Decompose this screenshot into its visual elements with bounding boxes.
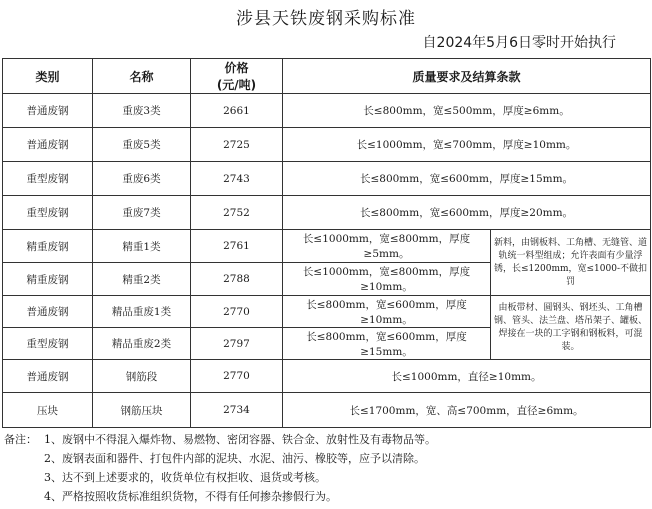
cell-price: 2770: [191, 360, 283, 393]
cell-name: 精重1类: [93, 230, 191, 263]
cell-category: 精重废钢: [3, 230, 93, 263]
effective-date: 自2024年5月6日零时开始执行: [422, 35, 616, 51]
table-row: [3, 94, 651, 128]
remark-text: 3、达不到上述要求的，收货单位有权拒收、退货或考核。: [44, 471, 326, 484]
header-price-unit: (元/吨): [216, 78, 257, 92]
cell-price: 2752: [191, 196, 283, 230]
cell-category: 普通废钢: [3, 296, 93, 328]
price-table: [2, 58, 651, 428]
remark-text: 1、废钢中不得混入爆炸物、易燃物、密闭容器、铁合金、放射性及有毒物品等。: [44, 433, 436, 446]
cell-requirement: 长≤800mm，宽≤600mm，厚度≥10mm。: [283, 296, 491, 328]
cell-name: 精品重废2类: [93, 328, 191, 360]
table-row: [3, 162, 651, 196]
header-price-label: 价格: [224, 61, 249, 75]
remark-item: [4, 487, 644, 506]
cell-category: 普通废钢: [3, 128, 93, 162]
cell-name: 重废6类: [93, 162, 191, 196]
cell-price: 2788: [191, 263, 283, 296]
table-row: [3, 393, 651, 428]
cell-category: 重型废钢: [3, 196, 93, 230]
table-row: [3, 196, 651, 230]
cell-requirement: 长≤1000mm，宽≤800mm，厚度≥5mm。: [283, 230, 491, 263]
cell-category: 普通废钢: [3, 94, 93, 128]
remark-text: 4、严格按照收货标准组织货物，不得有任何掺杂掺假行为。: [44, 490, 337, 503]
cell-category: 精重废钢: [3, 263, 93, 296]
cell-price: 2797: [191, 328, 283, 360]
cell-name: 精品重废1类: [93, 296, 191, 328]
cell-name: 重废3类: [93, 94, 191, 128]
cell-requirement: 长≤1000mm，宽≤700mm，厚度≥10mm。: [283, 128, 651, 162]
cell-price: 2770: [191, 296, 283, 328]
cell-price: 2761: [191, 230, 283, 263]
remark-item: [4, 449, 644, 468]
remark-text: 2、废钢表面和器件、打包件内部的泥块、水泥、油污、橡胶等，应予以清除。: [44, 452, 425, 465]
header-requirement: 质量要求及结算条款: [283, 59, 651, 94]
cell-price: 2743: [191, 162, 283, 196]
cell-requirement: 长≤800mm，宽≤600mm，厚度≥15mm。: [283, 162, 651, 196]
header-name: 名称: [93, 59, 191, 94]
cell-requirement: 长≤800mm，宽≤500mm，厚度≥6mm。: [283, 94, 651, 128]
cell-requirement: 长≤800mm，宽≤600mm，厚度≥20mm。: [283, 196, 651, 230]
table-row: [3, 128, 651, 162]
table-row: [3, 360, 651, 393]
cell-name: 精重2类: [93, 263, 191, 296]
header-category: 类别: [3, 59, 93, 94]
cell-category: 重型废钢: [3, 162, 93, 196]
cell-requirement: 长≤1000mm，直径≥10mm。: [283, 360, 651, 393]
header-price: [191, 59, 283, 94]
remark-item: [4, 430, 644, 449]
table-row: [3, 230, 651, 263]
cell-note-new-material: 新料，由钢板料、工角槽、无缝管、道轨统一料型组成；允许表面有少量浮锈，长≤1200mm，宽≤1000-不做扣罚: [491, 230, 651, 296]
remarks: [4, 430, 644, 506]
table-header-row: [3, 59, 651, 94]
cell-requirement: 长≤800mm，宽≤600mm，厚度≥15mm。: [283, 328, 491, 360]
cell-name: 钢筋段: [93, 360, 191, 393]
cell-name: 重废7类: [93, 196, 191, 230]
table-row: [3, 296, 651, 328]
remark-item: [4, 468, 644, 487]
cell-category: 压块: [3, 393, 93, 428]
cell-category: 普通废钢: [3, 360, 93, 393]
cell-requirement: 长≤1000mm，宽≤800mm，厚度≥10mm。: [283, 263, 491, 296]
cell-name: 重废5类: [93, 128, 191, 162]
cell-category: 重型废钢: [3, 328, 93, 360]
cell-name: 钢筋压块: [93, 393, 191, 428]
document-title: 涉县天铁废钢采购标准: [236, 9, 416, 29]
cell-price: 2734: [191, 393, 283, 428]
remarks-label: 备注：: [4, 433, 37, 446]
cell-price: 2725: [191, 128, 283, 162]
cell-price: 2661: [191, 94, 283, 128]
cell-requirement: 长≤1700mm，宽、高≤700mm，直径≥6mm。: [283, 393, 651, 428]
cell-note-mixed-material: 由板带材、圆钢头、钢坯头、工角槽钢、管头、法兰盘、塔吊架子、罐板、焊接在一块的工字钢和钢板料，可混装。: [491, 296, 651, 360]
